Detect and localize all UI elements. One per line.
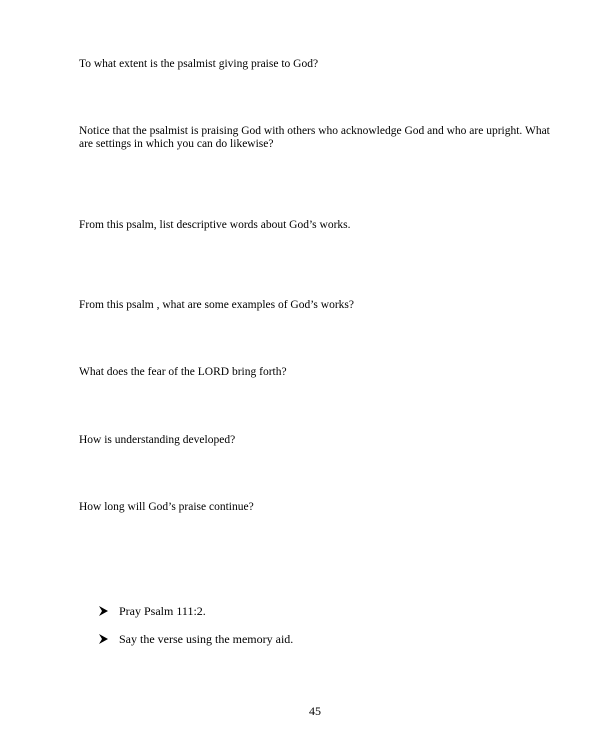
question-praising-with-others: Notice that the psalmist is praising God with others who acknowledge God and who are upright. What are settings in which you can do likewise? bbox=[79, 125, 550, 150]
question-descriptive-words: From this psalm, list descriptive words about God’s works. bbox=[79, 219, 351, 231]
question-praise-duration: How long will God’s praise continue? bbox=[79, 501, 254, 513]
question-praise-extent: To what extent is the psalmist giving praise to God? bbox=[79, 58, 319, 70]
bullet-text: Pray Psalm 111:2. bbox=[119, 604, 206, 618]
bullet-text: Say the verse using the memory aid. bbox=[119, 632, 294, 646]
arrowhead-bullet-icon bbox=[99, 606, 119, 616]
arrowhead-bullet-icon bbox=[99, 634, 119, 644]
page-number: 45 bbox=[309, 704, 321, 718]
question-examples-of-works: From this psalm , what are some examples of God’s works? bbox=[79, 299, 354, 311]
action-bullet-list bbox=[99, 604, 293, 646]
question-understanding-developed: How is understanding developed? bbox=[79, 434, 236, 446]
bullet-item-say-verse bbox=[99, 632, 293, 646]
bullet-item-pray bbox=[99, 604, 293, 618]
question-fear-of-the-lord: What does the fear of the LORD bring forth? bbox=[79, 366, 287, 378]
